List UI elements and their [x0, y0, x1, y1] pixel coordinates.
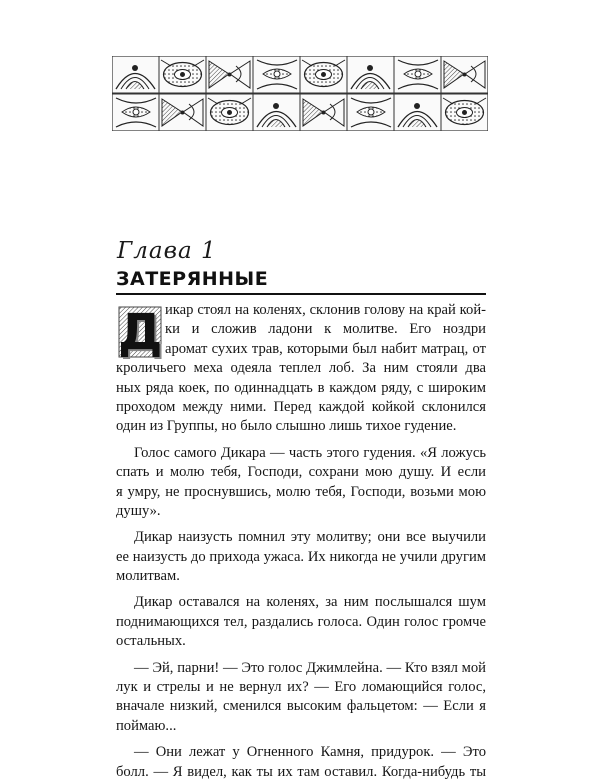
text-line: Голос самого Дикара — часть этого гудения. «Я ложусь — [134, 444, 486, 461]
text-line: спать и молю тебя, Господи, сохрани мою душу. И если — [116, 464, 486, 481]
text-line: остальных. — [116, 633, 186, 650]
ornament-band — [112, 56, 488, 131]
text-line: вначале низкий, сменился высоким фальцетом: — Если я — [116, 698, 486, 715]
text-line: молитвам. — [116, 568, 180, 585]
text-line: лук и стрелы и не вернул их? — Его ломающийся голос, — [116, 679, 486, 696]
text-line: аромат сухих трав, которыми был набит матрац, от — [165, 340, 486, 357]
text-line: икар стоял на коленях, склонив голову на край кой- — [165, 302, 486, 318]
text-line: один из Группы, но было слышно лишь тихое гудение. — [116, 418, 457, 435]
chapter-body — [116, 301, 486, 782]
text-line: проходом между ними. Перед каждой койкой склонился — [116, 398, 486, 415]
text-line: ных ряда коек, по одиннадцать в каждом ряду, с широким — [116, 379, 486, 396]
text-line: — Эй, парни! — Это голос Джимлейна. — Кто взял мой — [134, 659, 486, 676]
text-line: поймаю... — [116, 717, 177, 734]
text-line: душу». — [116, 502, 161, 519]
chapter-label: Глава 1 — [117, 238, 217, 264]
text-line: — Они лежат у Огненного Камня, придурок. — Это — [134, 744, 486, 761]
chapter-title: ЗАТЕРЯННЫЕ — [116, 268, 269, 290]
text-line: ее наизусть до прихода ужаса. Их никогда не учили другим — [116, 548, 486, 565]
text-line: ки и сложив ладони к молитве. Его ноздри — [165, 321, 486, 338]
text-line: кроличьего меха одеяла теплел лоб. За ним стояли два — [116, 360, 486, 377]
text-line: поднимающихся тел, раздались голоса. Один голос громче — [116, 613, 486, 630]
drop-cap-letter: Д — [118, 303, 163, 361]
text-line: Дикар наизусть помнил эту молитву; они все выучили — [134, 529, 486, 546]
title-underline — [116, 293, 486, 295]
text-line: болл. — Я видел, как ты их там оставил. Когда-нибудь ты — [116, 763, 486, 780]
text-line: Дикар оставался на коленях, за ним послышался шум — [134, 594, 486, 611]
text-line: я умру, не проснувшись, молю тебя, Господи, возьми мою — [116, 483, 486, 500]
